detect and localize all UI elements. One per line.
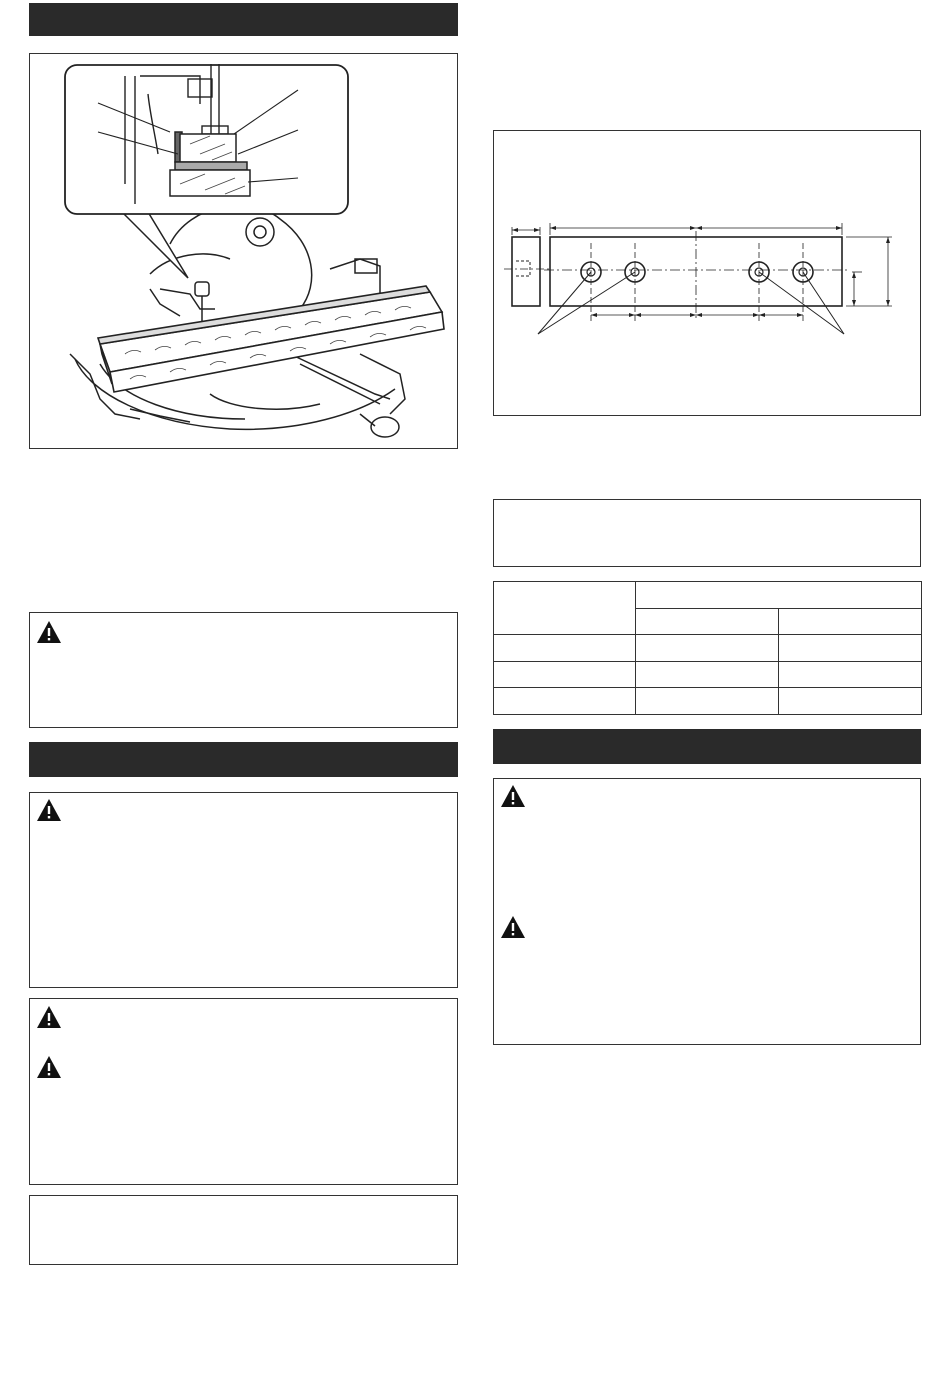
spec-table-header-cell: [636, 582, 922, 609]
spec-table-subheader-cell: [636, 609, 779, 635]
spec-table-header-cell: [494, 582, 636, 635]
spec-table-cell: [779, 662, 922, 688]
spec-table-cell: [636, 635, 779, 662]
spec-table-cell: [636, 662, 779, 688]
warning-triangle-icon: [36, 1005, 62, 1029]
warning-triangle-icon: [500, 784, 526, 808]
note-box-right: [493, 499, 921, 567]
section-header-bar-2: [29, 742, 458, 777]
spec-table-cell: [636, 688, 779, 715]
spec-table-cell: [494, 662, 636, 688]
spec-table: [493, 581, 922, 715]
miter-saw-figure-frame: [29, 53, 458, 449]
warning-triangle-icon: [36, 798, 62, 822]
warning-box-right: [493, 778, 921, 1045]
warning-triangle-icon: [36, 620, 62, 644]
spec-table-cell: [494, 635, 636, 662]
section-header-bar: [29, 3, 458, 36]
note-box-left: [29, 1195, 458, 1265]
warning-box-3: [29, 998, 458, 1185]
warning-triangle-icon: [500, 915, 526, 939]
warning-triangle-icon: [36, 1055, 62, 1079]
warning-box-1: [29, 612, 458, 728]
sub-fence-dimension-drawing: [494, 131, 919, 414]
miter-saw-illustration: [30, 54, 456, 447]
section-header-bar-right: [493, 729, 921, 764]
warning-box-2: [29, 792, 458, 988]
dimension-figure-frame: [493, 130, 921, 416]
spec-table-cell: [779, 635, 922, 662]
spec-table-cell: [779, 688, 922, 715]
spec-table-subheader-cell: [779, 609, 922, 635]
spec-table-cell: [494, 688, 636, 715]
